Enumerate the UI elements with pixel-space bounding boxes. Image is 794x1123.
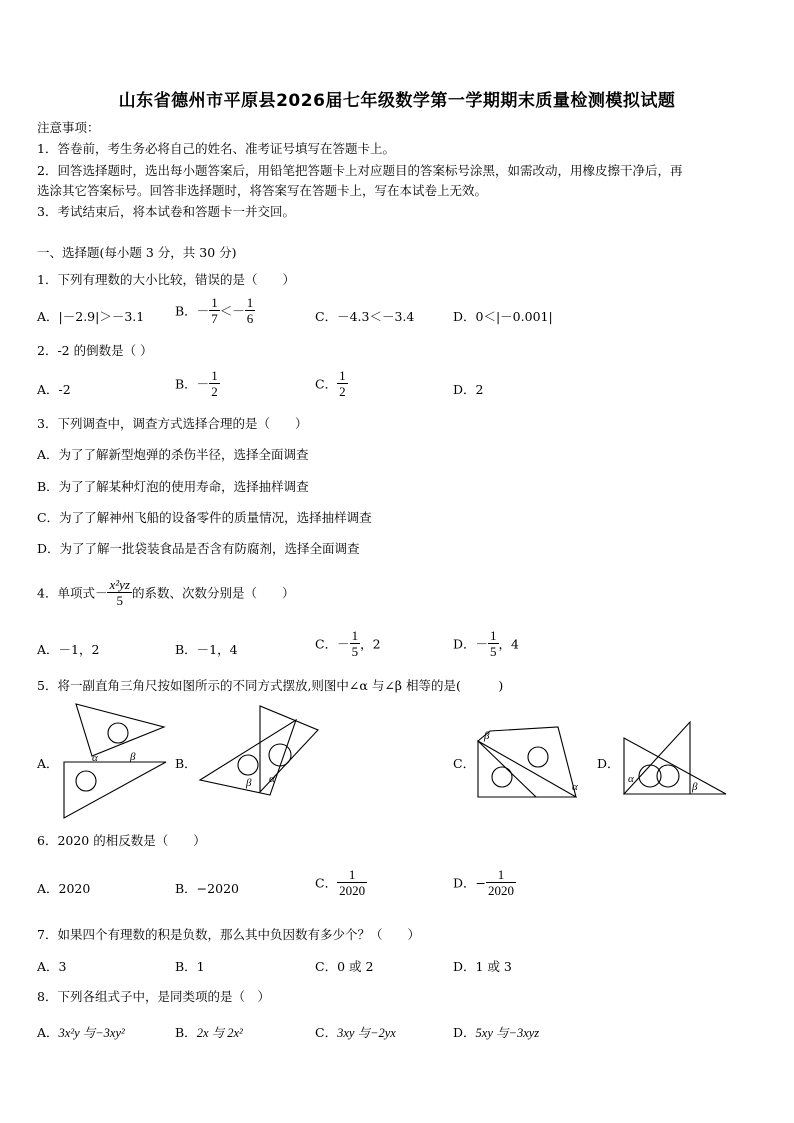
q6-option-b: B．−2020 (175, 881, 239, 896)
q4-c-num: 1 (351, 628, 359, 643)
q5-a-beta: β (130, 751, 136, 763)
exam-title: 山东省德州市平原县2026届七年级数学第一学期期末质量检测模拟试题 (118, 91, 676, 111)
q7-option-d: D．1 或 3 (453, 959, 512, 974)
q4-d-tail: ，4 (498, 636, 519, 652)
q2-c-num: 1 (339, 368, 346, 383)
q4-option-a: A．－1，2 (37, 642, 100, 657)
q8-d-expr: 5xy 与−3xyz (475, 1026, 540, 1040)
q4-stem-post: 的系数、次数分别是（ ） (131, 585, 295, 601)
q6-c-num: 1 (337, 867, 367, 883)
q7-option-c: C．0 或 2 (315, 959, 374, 974)
q8-d-label: D． (453, 1025, 476, 1040)
q7-stem: 7．如果四个有理数的积是负数，那么其中负因数有多少个？（ ） (37, 927, 420, 942)
q5-b-beta: β (246, 777, 252, 789)
q5-b-alpha: α (269, 773, 275, 785)
q6-c-frac (337, 867, 367, 898)
q5-stem: 5．将一副直角三角尺按如图所示的不同方式摆放,则图中∠α 与∠β 相等的是( ) (37, 678, 504, 693)
q5-figure-b (198, 700, 328, 800)
q2-c-label: C． (315, 376, 338, 392)
q2-option-c (315, 368, 348, 399)
q8-option-c (315, 1023, 396, 1041)
q5-a-alpha: α (92, 752, 98, 764)
q6-option-c (315, 867, 367, 898)
q1-b-frac-2 (245, 295, 256, 326)
notice-item-2: 2．回答选择题时，选出每小题答案后，用铅笔把答题卡上对应题目的答案标号涂黑，如需改动，用橡皮擦干净后，再 (37, 163, 683, 178)
q2-b-label: B．－ (175, 376, 210, 392)
q5-figure-c (476, 725, 591, 803)
q4-c-den: 5 (351, 644, 359, 659)
q8-option-a (37, 1023, 125, 1041)
q2-option-d: D．2 (453, 382, 484, 397)
q8-stem: 8．下列各组式子中，是同类项的是（ ） (37, 989, 270, 1004)
q1-b-num-2: 1 (246, 295, 254, 310)
q5-option-d-label: D． (597, 756, 620, 771)
q4-c-label: C．－ (315, 636, 350, 652)
q8-c-expr: 3xy 与−2yx (337, 1026, 396, 1040)
q7-option-b: B．1 (175, 959, 205, 974)
q1-b-num-1: 1 (211, 295, 218, 310)
q6-d-frac (486, 867, 516, 898)
q1-b-label: B．－ (175, 303, 210, 319)
q3-option-d: D．为了了解一批袋装食品是否含有防腐剂，选择全面调查 (37, 541, 360, 556)
q5-figure-a (56, 700, 171, 825)
q1-b-mid: ＜－ (219, 303, 245, 319)
q6-d-label: D．− (453, 875, 486, 891)
q4-d-label: D．－ (453, 636, 489, 652)
q4-c-tail: ，2 (360, 636, 381, 652)
q6-d-num: 1 (486, 867, 516, 883)
q3-option-b: B．为了了解某种灯泡的使用寿命，选择抽样调查 (37, 479, 309, 494)
q4-stem-pre: 4．单项式－ (37, 585, 108, 601)
q1-b-frac-1 (209, 295, 220, 326)
q1-stem: 1．下列有理数的大小比较，错误的是（ ） (37, 272, 295, 287)
q6-stem: 6．2020 的相反数是（ ） (37, 833, 206, 848)
notice-item-3: 3．考试结束后，将本试卷和答题卡一并交回。 (37, 204, 295, 219)
q5-c-alpha: α (572, 781, 578, 793)
q2-option-b (175, 368, 220, 399)
q3-option-a: A．为了了解新型炮弹的杀伤半径，选择全面调查 (37, 447, 309, 462)
q4-stem (37, 577, 294, 608)
q4-monomial-den: 5 (116, 593, 123, 608)
q8-c-label: C． (315, 1025, 338, 1040)
q5-option-c-label: C． (453, 756, 476, 771)
q2-c-frac (337, 368, 348, 399)
q5-d-beta: β (692, 781, 698, 793)
q5-c-beta: β (484, 730, 490, 742)
q3-stem: 3．下列调查中，调查方式选择合理的是（ ） (37, 416, 308, 431)
notice-item-2-cont: 选涂其它答案标号。回答非选择题时，将答案写在答题卡上，写在本试卷上无效。 (37, 183, 488, 198)
q5-figure-d (620, 720, 730, 798)
q5-option-a-label: A． (37, 756, 59, 771)
q2-b-frac (209, 368, 220, 399)
q4-monomial-frac (107, 577, 132, 608)
q3-option-c: C．为了了解神州飞船的设备零件的质量情况，选择抽样调查 (37, 510, 372, 525)
q5-d-alpha: α (628, 773, 634, 785)
q4-option-c (315, 628, 381, 659)
q7-option-a: A．3 (37, 959, 67, 974)
q6-c-den: 2020 (339, 883, 366, 898)
q6-option-d (453, 867, 516, 898)
q1-b-den-1: 7 (211, 311, 218, 326)
q6-c-label: C． (315, 875, 338, 891)
q2-b-num: 1 (211, 368, 218, 383)
q6-option-a: A．2020 (37, 881, 91, 896)
q4-option-b: B．－1，4 (175, 642, 238, 657)
q2-b-den: 2 (211, 384, 218, 399)
section-heading: 一、选择题(每小题 3 分，共 30 分) (37, 245, 237, 260)
q4-monomial-num: x²yz (109, 577, 130, 592)
q4-d-frac (488, 628, 499, 659)
q8-b-label: B． (175, 1025, 197, 1040)
q8-option-b (175, 1023, 243, 1041)
q1-option-c: C．－4.3＜－3.4 (315, 309, 415, 324)
q4-option-d (453, 628, 519, 659)
q4-d-den: 5 (490, 644, 497, 659)
q6-d-den: 2020 (488, 883, 514, 898)
q8-b-expr: 2x 与 2x² (196, 1026, 243, 1040)
notice-item-1: 1．答卷前，考生务必将自己的姓名、准考证号填写在答题卡上。 (37, 141, 395, 156)
q2-stem: 2．-2 的倒数是（ ） (37, 343, 153, 358)
q2-c-den: 2 (339, 384, 346, 399)
q2-option-a: A．-2 (37, 382, 71, 397)
q8-a-label: A． (37, 1025, 59, 1040)
q1-option-b (175, 295, 255, 326)
q1-b-den-2: 6 (246, 311, 254, 326)
q5-option-b-label: B． (175, 756, 197, 771)
q8-option-d (453, 1023, 539, 1041)
q4-d-num: 1 (490, 628, 497, 643)
notice-heading: 注意事项： (37, 120, 100, 135)
q1-option-d: D．0＜|－0.001| (453, 309, 553, 324)
q8-a-expr: 3x²y 与−3xy² (58, 1026, 125, 1040)
q1-option-a: A．|－2.9|＞－3.1 (37, 309, 145, 324)
q4-c-frac (350, 628, 361, 659)
